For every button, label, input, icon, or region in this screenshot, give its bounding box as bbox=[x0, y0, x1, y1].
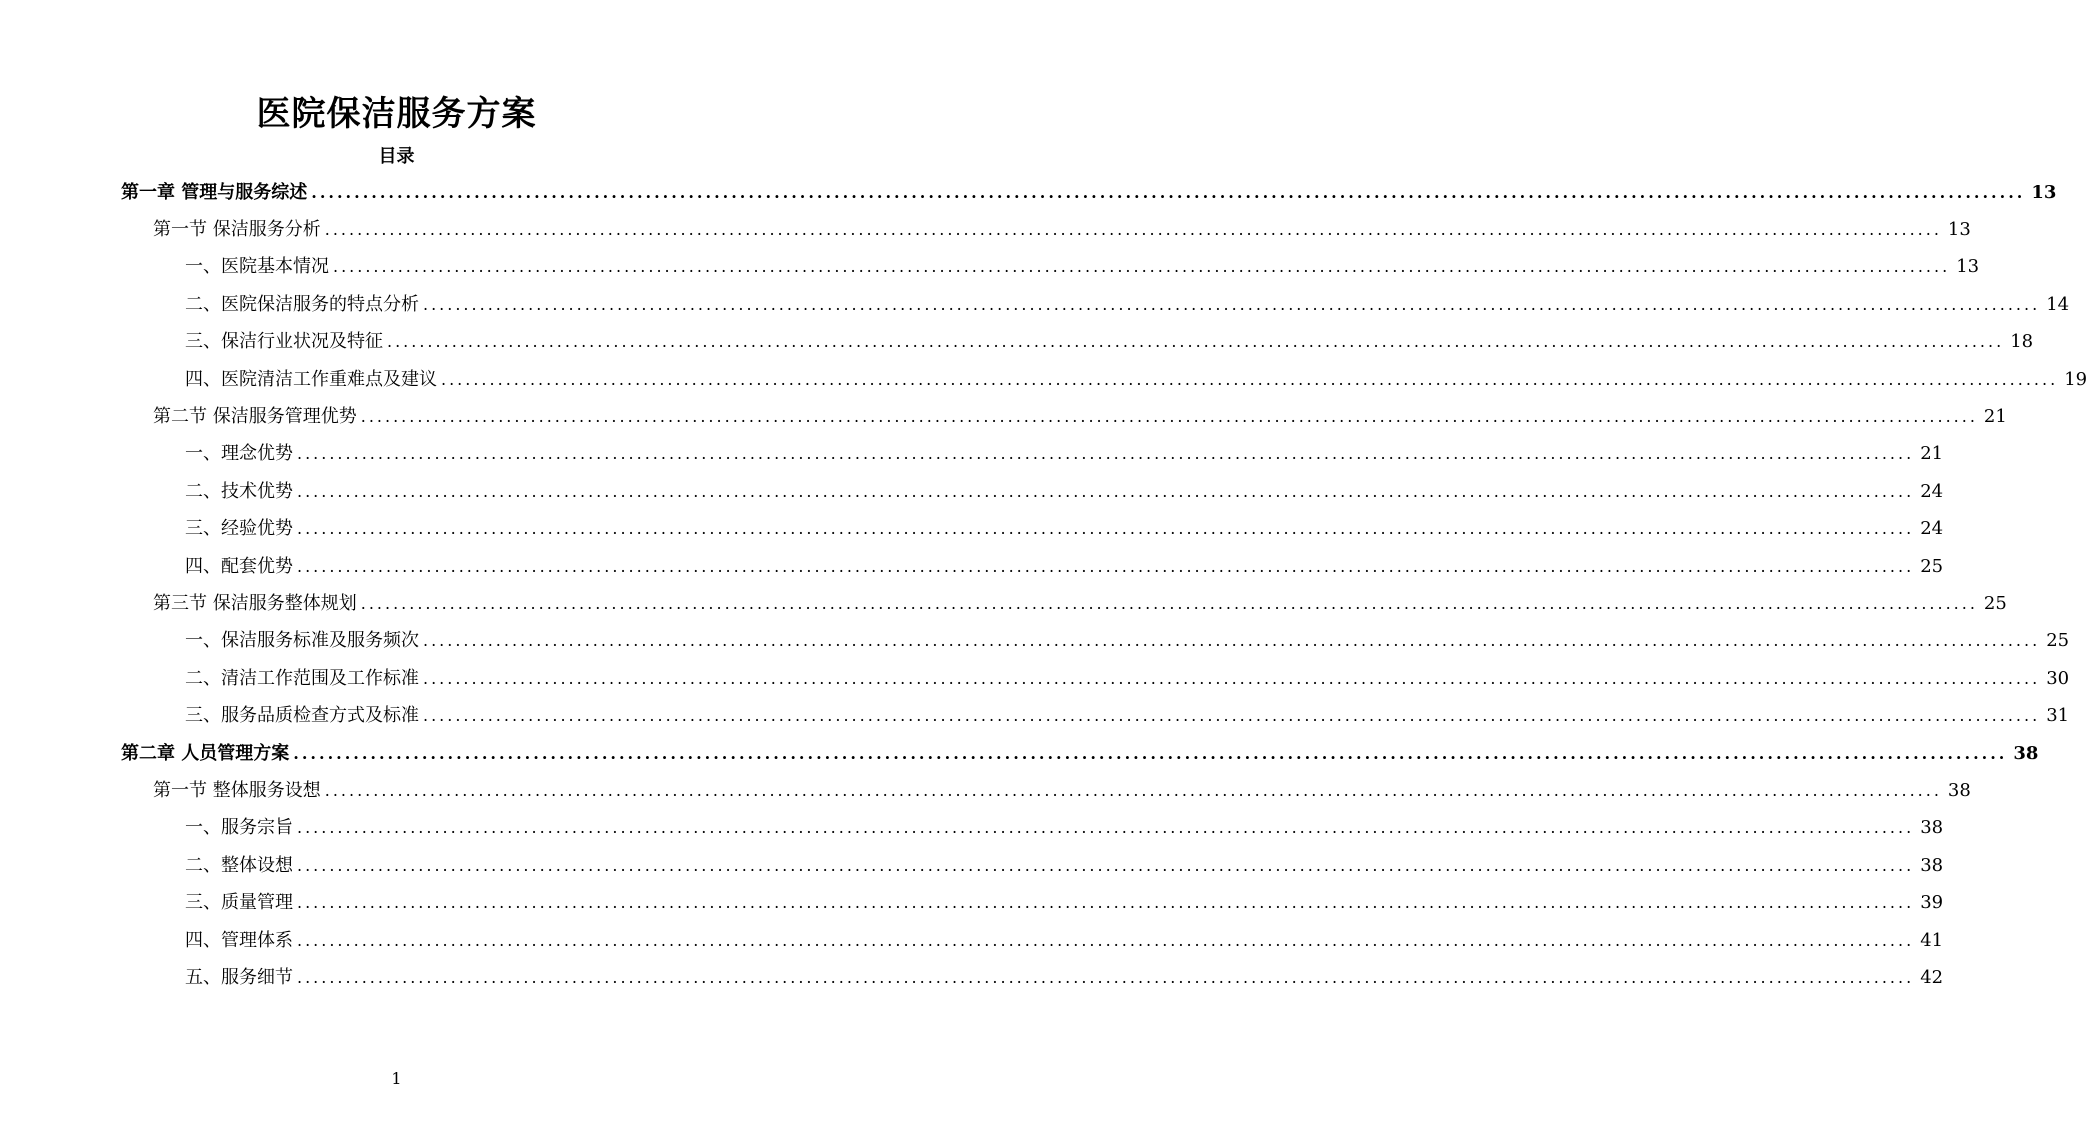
toc-entry[interactable] bbox=[185, 623, 2070, 660]
toc-entry[interactable] bbox=[185, 511, 1944, 548]
toc-entry-label: 第三节 保洁服务整体规划 bbox=[153, 592, 357, 614]
toc-heading: 目录 bbox=[378, 146, 415, 167]
toc-entry-page: 24 bbox=[1920, 480, 1944, 502]
toc-entry-label: 第二章 人员管理方案 bbox=[121, 742, 290, 764]
toc-entry-page: 14 bbox=[2046, 293, 2070, 315]
toc-entry-page: 24 bbox=[1920, 518, 1944, 540]
toc-leader-dots: ........................................................................................................................................................................................................ bbox=[324, 780, 1942, 800]
toc-entry-label: 第一节 整体服务设想 bbox=[153, 779, 321, 801]
toc-leader-dots: ........................................................................................................................................................................................................ bbox=[360, 406, 1978, 426]
toc-entry[interactable] bbox=[185, 473, 1944, 510]
toc-entry-page: 18 bbox=[2010, 331, 2034, 353]
toc-entry-label: 四、管理体系 bbox=[185, 929, 293, 951]
toc-entry-page: 21 bbox=[1983, 405, 2007, 427]
toc-entry-label: 第一节 保洁服务分析 bbox=[153, 218, 321, 240]
toc-entry-label: 三、服务品质检查方式及标准 bbox=[185, 705, 419, 727]
document-title: 医院保洁服务方案 bbox=[256, 94, 537, 134]
toc-entry-label: 第二节 保洁服务管理优势 bbox=[153, 405, 357, 427]
toc-entry-label: 一、理念优势 bbox=[185, 443, 293, 465]
toc-entry-label: 一、医院基本情况 bbox=[185, 256, 329, 278]
toc-entry-page: 38 bbox=[2013, 742, 2039, 764]
page-number: 1 bbox=[391, 1069, 402, 1088]
toc-leader-dots: ........................................................................................................................................................................................................ bbox=[387, 332, 2005, 352]
toc-entry-page: 39 bbox=[1920, 892, 1944, 914]
toc-entry-page: 25 bbox=[2046, 630, 2070, 652]
toc-leader-dots: ........................................................................................................................................................................................................ bbox=[297, 481, 1915, 501]
toc-entry-label: 四、配套优势 bbox=[185, 555, 293, 577]
toc-entry[interactable] bbox=[185, 698, 2070, 735]
toc-entry[interactable] bbox=[185, 847, 1944, 884]
toc-leader-dots: ........................................................................................................................................................................................................ bbox=[297, 519, 1915, 539]
toc-leader-dots: ........................................................................................................................................................................................................ bbox=[297, 967, 1915, 987]
toc-leader-dots: ........................................................................................................................................................................................................ bbox=[423, 631, 2041, 651]
toc-entry[interactable] bbox=[121, 735, 2039, 772]
toc-entry-page: 21 bbox=[1920, 443, 1944, 465]
toc-entry[interactable] bbox=[153, 772, 1971, 809]
toc-leader-dots: ........................................................................................................................................................................................................ bbox=[297, 818, 1915, 838]
toc-entry-page: 25 bbox=[1983, 592, 2007, 614]
toc-entry-label: 二、技术优势 bbox=[185, 480, 293, 502]
toc-entry-label: 一、保洁服务标准及服务频次 bbox=[185, 630, 419, 652]
toc-leader-dots: ........................................................................................................................................................................................................ bbox=[293, 743, 2008, 763]
toc-entry[interactable] bbox=[185, 436, 1944, 473]
toc-entry[interactable] bbox=[185, 249, 1980, 286]
toc-leader-dots: ........................................................................................................................................................................................................ bbox=[311, 182, 2026, 202]
toc-entry[interactable] bbox=[153, 211, 1971, 248]
toc-entry[interactable] bbox=[185, 660, 2070, 697]
toc-entry-page: 13 bbox=[1947, 218, 1971, 240]
toc-leader-dots: ........................................................................................................................................................................................................ bbox=[297, 556, 1915, 576]
toc-leader-dots: ........................................................................................................................................................................................................ bbox=[297, 930, 1915, 950]
toc-entry-page: 25 bbox=[1920, 555, 1944, 577]
toc-entry[interactable] bbox=[153, 398, 2007, 435]
toc-entry-label: 二、清洁工作范围及工作标准 bbox=[185, 667, 419, 689]
toc-entry[interactable] bbox=[153, 585, 2007, 622]
toc-entry-page: 30 bbox=[2046, 667, 2070, 689]
toc-entry-page: 38 bbox=[1920, 817, 1944, 839]
toc-entry-label: 二、医院保洁服务的特点分析 bbox=[185, 293, 419, 315]
toc-entry-label: 五、服务细节 bbox=[185, 966, 293, 988]
toc-leader-dots: ........................................................................................................................................................................................................ bbox=[360, 593, 1978, 613]
toc-entry[interactable] bbox=[185, 286, 2070, 323]
toc-entry-label: 三、经验优势 bbox=[185, 518, 293, 540]
toc-entry-label: 三、质量管理 bbox=[185, 892, 293, 914]
toc-entry-page: 38 bbox=[1947, 779, 1971, 801]
toc-entry[interactable] bbox=[185, 548, 1944, 585]
toc-entry-label: 二、整体设想 bbox=[185, 854, 293, 876]
toc-entry[interactable] bbox=[185, 959, 1944, 996]
toc-entry-page: 13 bbox=[2031, 181, 2057, 203]
toc-leader-dots: ........................................................................................................................................................................................................ bbox=[423, 706, 2041, 726]
toc-entry-label: 第一章 管理与服务综述 bbox=[121, 181, 308, 203]
toc-entry[interactable] bbox=[185, 324, 2034, 361]
toc-entry[interactable] bbox=[185, 810, 1944, 847]
toc-leader-dots: ........................................................................................................................................................................................................ bbox=[423, 294, 2041, 314]
toc-leader-dots: ........................................................................................................................................................................................................ bbox=[297, 893, 1915, 913]
toc-entry-page: 19 bbox=[2064, 368, 2087, 390]
toc-entry[interactable] bbox=[185, 885, 1944, 922]
toc-leader-dots: ........................................................................................................................................................................................................ bbox=[441, 369, 2059, 389]
toc-entry-label: 四、医院清洁工作重难点及建议 bbox=[185, 368, 437, 390]
toc-entry[interactable] bbox=[185, 361, 2087, 398]
toc-entry-label: 三、保洁行业状况及特征 bbox=[185, 331, 383, 353]
toc-entry-page: 41 bbox=[1920, 929, 1944, 951]
toc-entry-page: 31 bbox=[2046, 705, 2070, 727]
toc-leader-dots: ........................................................................................................................................................................................................ bbox=[297, 444, 1915, 464]
toc-entry-page: 13 bbox=[1956, 256, 1980, 278]
toc-leader-dots: ........................................................................................................................................................................................................ bbox=[324, 219, 1942, 239]
toc-entry-page: 42 bbox=[1920, 966, 1944, 988]
toc-entry[interactable] bbox=[121, 174, 2057, 211]
toc-entry[interactable] bbox=[185, 922, 1944, 959]
toc-leader-dots: ........................................................................................................................................................................................................ bbox=[297, 855, 1915, 875]
toc-leader-dots: ........................................................................................................................................................................................................ bbox=[423, 668, 2041, 688]
toc-leader-dots: ........................................................................................................................................................................................................ bbox=[333, 257, 1951, 277]
toc-entry-label: 一、服务宗旨 bbox=[185, 817, 293, 839]
toc-entry-page: 38 bbox=[1920, 854, 1944, 876]
